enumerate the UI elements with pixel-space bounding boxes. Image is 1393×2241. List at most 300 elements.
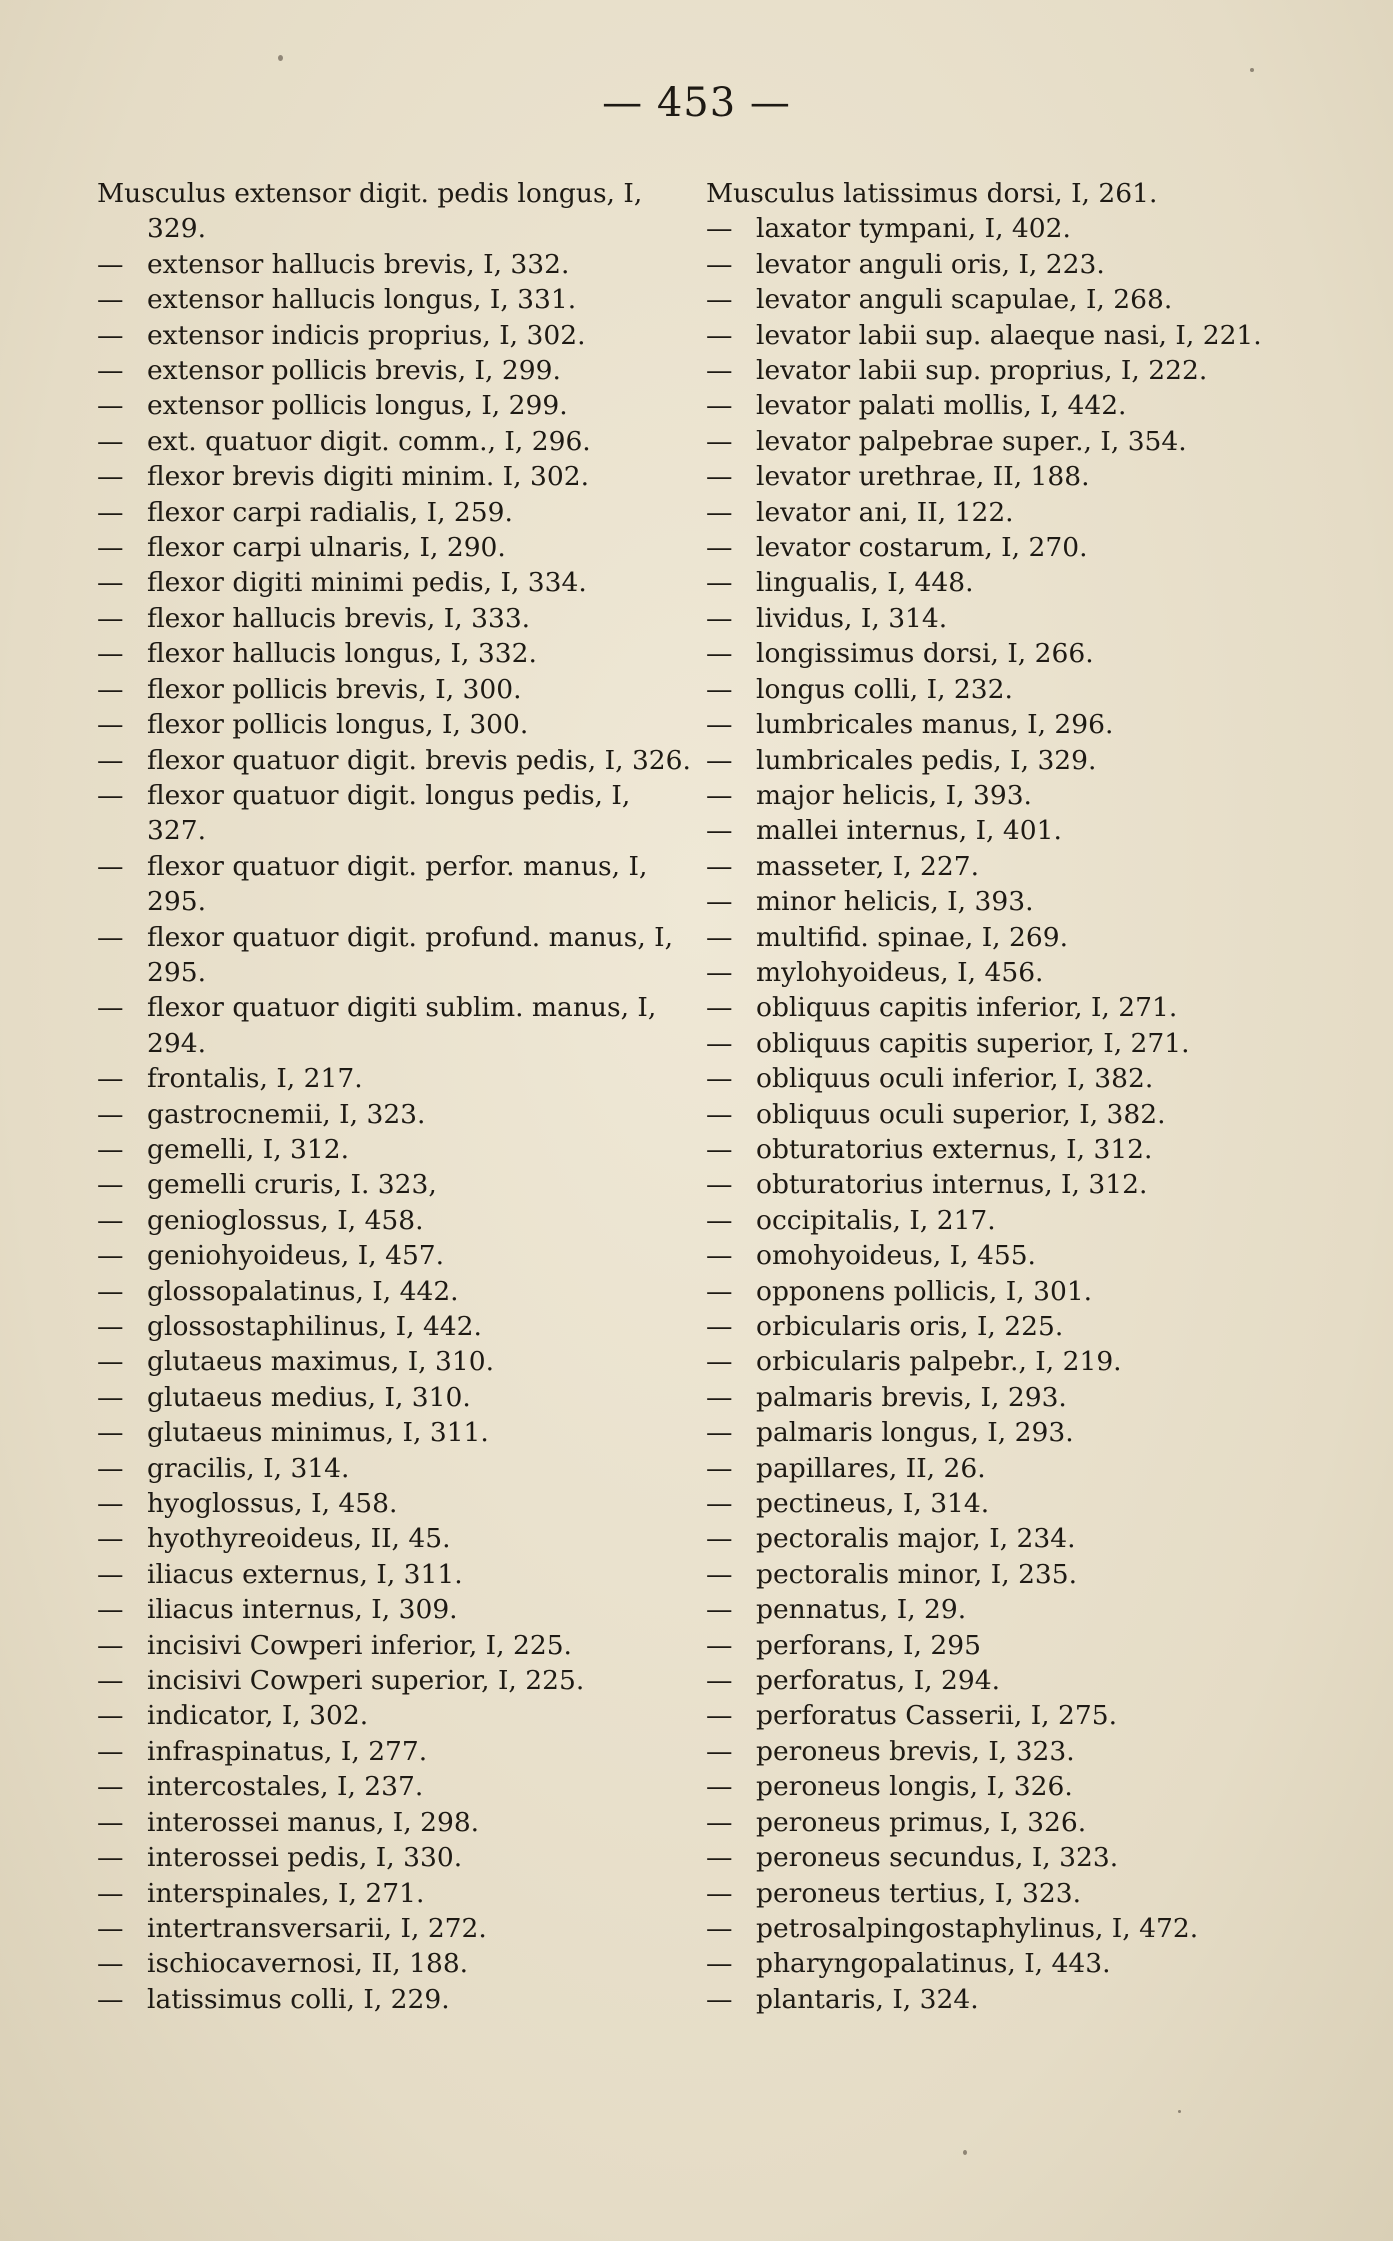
index-entry xyxy=(706,1698,1306,1733)
entry-text: levator urethrae, II, 188. xyxy=(756,461,1090,493)
index-entry xyxy=(97,1911,697,1946)
entry-text: extensor pollicis brevis, I, 299. xyxy=(147,355,561,387)
entry-text: perforatus Casserii, I, 275. xyxy=(756,1700,1118,1732)
entry-text: lumbricales manus, I, 296. xyxy=(756,709,1114,741)
index-entry xyxy=(706,813,1306,848)
entry-dash: — xyxy=(97,1240,124,1272)
entry-dash: — xyxy=(97,1098,124,1130)
entry-dash: — xyxy=(97,1452,124,1484)
entry-dash: — xyxy=(97,744,124,776)
entry-text: incisivi Cowperi superior, I, 225. xyxy=(147,1665,585,1697)
paper-speck xyxy=(963,2150,967,2155)
entry-dash: — xyxy=(706,1381,733,1413)
entry-text: flexor digiti minimi pedis, I, 334. xyxy=(147,567,587,599)
entry-dash: — xyxy=(97,425,124,457)
entry-dash: — xyxy=(706,1417,733,1449)
entry-dash: — xyxy=(97,1523,124,1555)
entry-text: levator costarum, I, 270. xyxy=(756,532,1088,564)
index-entry xyxy=(97,1344,697,1379)
index-entry xyxy=(97,1415,697,1450)
entry-text: perforans, I, 295 xyxy=(756,1629,981,1661)
index-entry xyxy=(97,530,697,565)
index-entry xyxy=(97,1557,697,1592)
index-entry xyxy=(706,1061,1306,1096)
index-entry xyxy=(706,1734,1306,1769)
entry-dash: — xyxy=(706,319,733,351)
entry-text: latissimus colli, I, 229. xyxy=(147,1983,450,2015)
entry-dash: — xyxy=(706,1523,733,1555)
entry-dash: — xyxy=(706,779,733,811)
entry-text: omohyoideus, I, 455. xyxy=(756,1240,1036,1272)
entry-text: interossei manus, I, 298. xyxy=(147,1806,480,1838)
index-entry xyxy=(97,636,697,671)
entry-text: lingualis, I, 448. xyxy=(756,567,974,599)
entry-dash: — xyxy=(706,1594,733,1626)
entry-text: geniohyoideus, I, 457. xyxy=(147,1240,445,1272)
entry-dash: — xyxy=(97,779,124,811)
index-entry xyxy=(706,849,1306,884)
entry-dash: — xyxy=(706,815,733,847)
entry-text: levator anguli scapulae, I, 268. xyxy=(756,284,1173,316)
entry-dash: — xyxy=(97,461,124,493)
index-entry xyxy=(706,353,1306,388)
entry-text: iliacus internus, I, 309. xyxy=(147,1594,458,1626)
entry-text: incisivi Cowperi inferior, I, 225. xyxy=(147,1629,572,1661)
entry-text: frontalis, I, 217. xyxy=(147,1063,363,1095)
entry-dash: — xyxy=(706,1311,733,1342)
page-number: — 453 — xyxy=(602,80,791,126)
entry-dash: — xyxy=(97,1806,124,1838)
entry-dash: — xyxy=(706,1169,733,1201)
entry-text: peroneus longis, I, 326. xyxy=(756,1771,1073,1803)
entry-dash: — xyxy=(706,1735,733,1767)
index-entry xyxy=(706,247,1306,282)
entry-text: mylohyoideus, I, 456. xyxy=(756,956,1044,988)
entry-text: hyoglossus, I, 458. xyxy=(147,1488,398,1520)
index-entry xyxy=(97,1628,697,1663)
index-entry xyxy=(706,1238,1306,1273)
entry-text: flexor quatuor digiti sublim. manus, I, 294. xyxy=(147,992,657,1059)
index-entry xyxy=(97,1167,697,1202)
entry-dash: — xyxy=(706,1204,733,1236)
index-entry xyxy=(706,1203,1306,1238)
entry-text: obliquus capitis inferior, I, 271. xyxy=(756,992,1178,1024)
index-column-left xyxy=(97,176,697,2017)
index-entry xyxy=(706,1805,1306,1840)
entry-text: glossopalatinus, I, 442. xyxy=(147,1275,459,1307)
index-entry xyxy=(97,1876,697,1911)
entry-dash: — xyxy=(97,1983,124,2015)
entry-dash: — xyxy=(706,1806,733,1838)
index-entry xyxy=(97,1132,697,1167)
entry-text: pectoralis minor, I, 235. xyxy=(756,1558,1078,1590)
entry-text: obturatorius externus, I, 312. xyxy=(756,1133,1153,1165)
paper-speck xyxy=(278,55,283,61)
entry-dash: — xyxy=(706,1346,733,1378)
entry-dash: — xyxy=(706,213,733,245)
entry-text: obturatorius internus, I, 312. xyxy=(756,1169,1148,1201)
entry-dash: — xyxy=(97,1842,124,1874)
entry-dash: — xyxy=(706,602,733,634)
entry-dash: — xyxy=(706,1133,733,1165)
index-entry xyxy=(97,1274,697,1309)
entry-dash: — xyxy=(706,355,733,387)
index-entry xyxy=(706,1026,1306,1061)
entry-text: gemelli cruris, I. 323, xyxy=(147,1169,437,1201)
index-entry xyxy=(97,1805,697,1840)
entry-text: interossei pedis, I, 330. xyxy=(147,1842,463,1874)
index-entry xyxy=(97,1982,697,2017)
entry-dash: — xyxy=(706,1983,733,2015)
entry-text: Musculus latissimus dorsi, I, 261. xyxy=(706,178,1158,209)
index-entry xyxy=(706,920,1306,955)
entry-dash: — xyxy=(706,1629,733,1661)
entry-text: interspinales, I, 271. xyxy=(147,1877,425,1909)
entry-dash: — xyxy=(97,602,124,634)
entry-text: pectineus, I, 314. xyxy=(756,1488,990,1520)
index-entry xyxy=(97,176,697,247)
index-entry xyxy=(97,1309,697,1344)
entry-text: Musculus extensor digit. pedis longus, I, 329. xyxy=(97,178,643,245)
index-column-right xyxy=(706,176,1306,2017)
entry-text: extensor hallucis brevis, I, 332. xyxy=(147,248,570,280)
entry-dash: — xyxy=(97,1346,124,1378)
entry-text: flexor quatuor digit. profund. manus, I, 295. xyxy=(147,921,674,988)
entry-text: masseter, I, 227. xyxy=(756,850,980,882)
entry-dash: — xyxy=(706,390,733,422)
entry-dash: — xyxy=(97,1275,124,1307)
entry-dash: — xyxy=(706,496,733,528)
entry-dash: — xyxy=(706,709,733,741)
entry-dash: — xyxy=(97,1133,124,1165)
index-entry xyxy=(706,672,1306,707)
index-entry xyxy=(706,1982,1306,2017)
index-entry xyxy=(97,1238,697,1273)
entry-dash: — xyxy=(706,248,733,280)
entry-text: mallei internus, I, 401. xyxy=(756,815,1062,847)
index-entry xyxy=(706,1274,1306,1309)
entry-text: intertransversarii, I, 272. xyxy=(147,1912,487,1944)
index-entry xyxy=(97,282,697,317)
index-entry xyxy=(97,565,697,600)
entry-text: levator labii sup. alaeque nasi, I, 221. xyxy=(756,319,1262,351)
entry-dash: — xyxy=(97,355,124,387)
entry-dash: — xyxy=(97,638,124,670)
index-entry xyxy=(706,1946,1306,1981)
entry-text: glutaeus maximus, I, 310. xyxy=(147,1346,495,1378)
entry-text: glossostaphilinus, I, 442. xyxy=(147,1311,482,1342)
entry-text: extensor indicis proprius, I, 302. xyxy=(147,319,586,351)
entry-dash: — xyxy=(706,921,733,953)
index-entry xyxy=(706,424,1306,459)
entry-text: levator palati mollis, I, 442. xyxy=(756,390,1127,422)
entry-dash: — xyxy=(706,1098,733,1130)
entry-dash: — xyxy=(97,1948,124,1980)
entry-text: hyothyreoideus, II, 45. xyxy=(147,1523,451,1555)
index-entry xyxy=(97,388,697,423)
index-entry xyxy=(97,1203,697,1238)
entry-dash: — xyxy=(706,461,733,493)
index-entry xyxy=(97,672,697,707)
index-entry xyxy=(97,743,697,778)
entry-dash: — xyxy=(97,248,124,280)
index-entry xyxy=(97,990,697,1061)
entry-dash: — xyxy=(97,1735,124,1767)
index-entry xyxy=(97,707,697,742)
entry-text: peroneus secundus, I, 323. xyxy=(756,1842,1119,1874)
entry-dash: — xyxy=(706,638,733,670)
index-entry xyxy=(97,601,697,636)
index-entry xyxy=(706,601,1306,636)
entry-text: flexor quatuor digit. perfor. manus, I, 295. xyxy=(147,850,648,918)
index-entry xyxy=(706,1451,1306,1486)
index-entry xyxy=(97,495,697,530)
entry-text: levator ani, II, 122. xyxy=(756,496,1014,528)
entry-dash: — xyxy=(706,673,733,705)
index-entry xyxy=(97,353,697,388)
index-entry xyxy=(97,1521,697,1556)
index-entry xyxy=(706,1167,1306,1202)
index-entry xyxy=(706,1876,1306,1911)
index-entry xyxy=(706,1097,1306,1132)
index-entry xyxy=(706,1309,1306,1344)
index-entry xyxy=(706,990,1306,1025)
entry-text: orbicularis oris, I, 225. xyxy=(756,1311,1064,1342)
index-entry xyxy=(97,1840,697,1875)
entry-dash: — xyxy=(706,425,733,457)
entry-dash: — xyxy=(97,496,124,528)
index-entry xyxy=(97,1698,697,1733)
entry-text: obliquus capitis superior, I, 271. xyxy=(756,1027,1190,1059)
index-entry xyxy=(706,176,1306,211)
index-entry xyxy=(706,1132,1306,1167)
entry-text: flexor pollicis brevis, I, 300. xyxy=(147,673,522,705)
index-entry xyxy=(706,1769,1306,1804)
index-entry xyxy=(97,1486,697,1521)
index-entry xyxy=(97,920,697,991)
entry-text: levator anguli oris, I, 223. xyxy=(756,248,1105,280)
entry-dash: — xyxy=(97,1204,124,1236)
entry-text: perforatus, I, 294. xyxy=(756,1665,1001,1697)
entry-text: extensor pollicis longus, I, 299. xyxy=(147,390,568,422)
index-entry xyxy=(97,1451,697,1486)
index-entry xyxy=(706,1592,1306,1627)
entry-text: petrosalpingostaphylinus, I, 472. xyxy=(756,1912,1199,1944)
index-entry xyxy=(97,318,697,353)
index-entry xyxy=(97,1734,697,1769)
entry-dash: — xyxy=(97,1629,124,1661)
entry-dash: — xyxy=(97,1417,124,1449)
entry-dash: — xyxy=(97,1665,124,1697)
index-entry xyxy=(706,565,1306,600)
index-entry xyxy=(97,1946,697,1981)
entry-dash: — xyxy=(706,992,733,1024)
index-entry xyxy=(706,1911,1306,1946)
entry-text: major helicis, I, 393. xyxy=(756,779,1032,811)
entry-text: minor helicis, I, 393. xyxy=(756,886,1034,918)
index-entry xyxy=(706,318,1306,353)
index-entry xyxy=(97,849,697,920)
entry-dash: — xyxy=(97,1700,124,1732)
entry-dash: — xyxy=(97,1488,124,1520)
entry-text: multifid. spinae, I, 269. xyxy=(756,921,1069,953)
index-entry xyxy=(706,211,1306,246)
entry-dash: — xyxy=(706,567,733,599)
entry-text: laxator tympani, I, 402. xyxy=(756,213,1071,245)
index-entry xyxy=(706,1557,1306,1592)
entry-text: longus colli, I, 232. xyxy=(756,673,1013,705)
entry-text: glutaeus minimus, I, 311. xyxy=(147,1417,489,1449)
entry-text: levator palpebrae super., I, 354. xyxy=(756,425,1187,457)
index-entry xyxy=(706,282,1306,317)
entry-dash: — xyxy=(97,567,124,599)
entry-dash: — xyxy=(706,1027,733,1059)
entry-dash: — xyxy=(706,1240,733,1272)
paper-speck xyxy=(1178,2110,1181,2113)
entry-dash: — xyxy=(706,1842,733,1874)
entry-dash: — xyxy=(706,886,733,918)
paper-speck xyxy=(1250,68,1254,72)
entry-dash: — xyxy=(97,1381,124,1413)
index-entry xyxy=(706,955,1306,990)
entry-text: pharyngopalatinus, I, 443. xyxy=(756,1948,1111,1980)
index-entry xyxy=(706,1486,1306,1521)
entry-text: infraspinatus, I, 277. xyxy=(147,1735,428,1767)
index-entry xyxy=(97,459,697,494)
index-entry xyxy=(706,1415,1306,1450)
entry-text: peroneus brevis, I, 323. xyxy=(756,1735,1075,1767)
entry-text: ext. quatuor digit. comm., I, 296. xyxy=(147,425,591,457)
index-entry xyxy=(706,884,1306,919)
entry-text: palmaris brevis, I, 293. xyxy=(756,1381,1067,1413)
entry-text: pennatus, I, 29. xyxy=(756,1594,967,1626)
index-entry xyxy=(706,707,1306,742)
index-entry xyxy=(706,495,1306,530)
entry-text: flexor quatuor digit. longus pedis, I, 327. xyxy=(147,779,631,847)
entry-dash: — xyxy=(706,532,733,564)
entry-dash: — xyxy=(706,1452,733,1484)
index-entry xyxy=(706,1521,1306,1556)
entry-dash: — xyxy=(97,1594,124,1626)
entry-text: flexor quatuor digit. brevis pedis, I, 326. xyxy=(147,744,691,776)
entry-text: indicator, I, 302. xyxy=(147,1700,369,1732)
index-entry xyxy=(706,778,1306,813)
entry-text: glutaeus medius, I, 310. xyxy=(147,1381,471,1413)
entry-dash: — xyxy=(97,709,124,741)
entry-dash: — xyxy=(97,319,124,351)
entry-text: palmaris longus, I, 293. xyxy=(756,1417,1074,1449)
index-entry xyxy=(97,1769,697,1804)
index-entry xyxy=(706,636,1306,671)
entry-dash: — xyxy=(706,1063,733,1095)
entry-text: genioglossus, I, 458. xyxy=(147,1204,424,1236)
entry-dash: — xyxy=(97,850,124,882)
index-entry xyxy=(706,1628,1306,1663)
entry-text: ischiocavernosi, II, 188. xyxy=(147,1948,469,1980)
entry-dash: — xyxy=(706,1948,733,1980)
entry-text: flexor carpi ulnaris, I, 290. xyxy=(147,532,506,564)
entry-text: iliacus externus, I, 311. xyxy=(147,1558,463,1590)
index-entry xyxy=(706,530,1306,565)
entry-text: obliquus oculi superior, I, 382. xyxy=(756,1098,1166,1130)
entry-dash: — xyxy=(97,1558,124,1590)
entry-dash: — xyxy=(97,1771,124,1803)
entry-dash: — xyxy=(706,1877,733,1909)
entry-dash: — xyxy=(706,1488,733,1520)
index-entry xyxy=(706,743,1306,778)
entry-dash: — xyxy=(97,1912,124,1944)
index-entry xyxy=(97,1097,697,1132)
entry-text: gemelli, I, 312. xyxy=(147,1133,350,1165)
entry-dash: — xyxy=(706,1912,733,1944)
index-entry xyxy=(97,1061,697,1096)
entry-dash: — xyxy=(97,1311,124,1342)
entry-text: peroneus primus, I, 326. xyxy=(756,1806,1087,1838)
entry-text: flexor pollicis longus, I, 300. xyxy=(147,709,529,741)
entry-text: plantaris, I, 324. xyxy=(756,1983,979,2015)
entry-text: gracilis, I, 314. xyxy=(147,1452,350,1484)
entry-text: longissimus dorsi, I, 266. xyxy=(756,638,1094,670)
entry-dash: — xyxy=(97,992,124,1024)
entry-dash: — xyxy=(706,1275,733,1307)
entry-text: flexor brevis digiti minim. I, 302. xyxy=(147,461,589,493)
index-entry xyxy=(97,1380,697,1415)
entry-dash: — xyxy=(706,850,733,882)
index-entry xyxy=(706,1840,1306,1875)
entry-text: flexor hallucis brevis, I, 333. xyxy=(147,602,531,634)
index-entry xyxy=(706,1380,1306,1415)
index-entry xyxy=(706,459,1306,494)
entry-dash: — xyxy=(97,673,124,705)
entry-dash: — xyxy=(97,1877,124,1909)
index-entry xyxy=(97,424,697,459)
entry-text: occipitalis, I, 217. xyxy=(756,1204,996,1236)
entry-text: flexor carpi radialis, I, 259. xyxy=(147,496,513,528)
entry-text: gastrocnemii, I, 323. xyxy=(147,1098,426,1130)
entry-text: papillares, II, 26. xyxy=(756,1452,986,1484)
entry-dash: — xyxy=(97,284,124,316)
entry-text: obliquus oculi inferior, I, 382. xyxy=(756,1063,1154,1095)
entry-dash: — xyxy=(97,532,124,564)
entry-dash: — xyxy=(706,1558,733,1590)
index-entry xyxy=(706,1663,1306,1698)
entry-text: intercostales, I, 237. xyxy=(147,1771,424,1803)
index-entry xyxy=(97,1663,697,1698)
entry-dash: — xyxy=(706,1700,733,1732)
entry-dash: — xyxy=(97,1063,124,1095)
entry-text: peroneus tertius, I, 323. xyxy=(756,1877,1082,1909)
entry-text: opponens pollicis, I, 301. xyxy=(756,1275,1093,1307)
index-entry xyxy=(706,388,1306,423)
entry-text: flexor hallucis longus, I, 332. xyxy=(147,638,537,670)
entry-dash: — xyxy=(97,921,124,953)
index-entry xyxy=(706,1344,1306,1379)
index-entry xyxy=(97,247,697,282)
entry-text: pectoralis major, I, 234. xyxy=(756,1523,1076,1555)
entry-dash: — xyxy=(706,956,733,988)
entry-text: lumbricales pedis, I, 329. xyxy=(756,744,1097,776)
entry-text: lividus, I, 314. xyxy=(756,602,948,634)
entry-text: extensor hallucis longus, I, 331. xyxy=(147,284,577,316)
entry-text: levator labii sup. proprius, I, 222. xyxy=(756,355,1208,387)
entry-text: orbicularis palpebr., I, 219. xyxy=(756,1346,1122,1378)
entry-dash: — xyxy=(706,1665,733,1697)
index-entry xyxy=(97,778,697,849)
entry-dash: — xyxy=(706,744,733,776)
entry-dash: — xyxy=(97,1169,124,1201)
entry-dash: — xyxy=(97,390,124,422)
index-entry xyxy=(97,1592,697,1627)
